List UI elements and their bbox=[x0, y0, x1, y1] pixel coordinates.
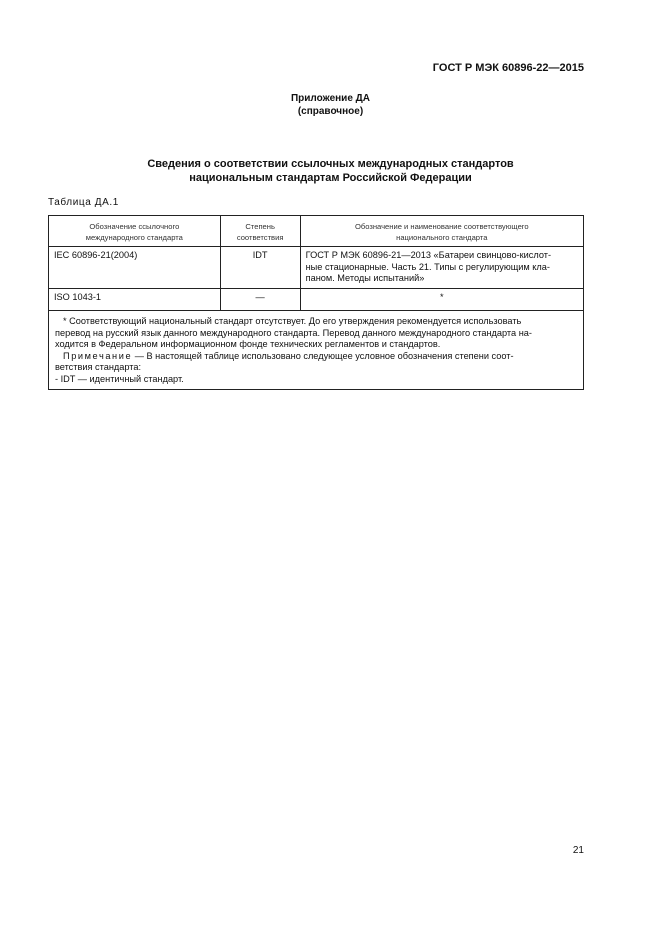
correspondence-table bbox=[48, 215, 584, 390]
section-title-line-2: национальным стандартам Российской Федерации bbox=[189, 172, 472, 184]
cell-national-line: ГОСТ Р МЭК 60896-21—2013 «Батареи свинцово-кислот- bbox=[305, 250, 552, 260]
footnote-line: ходится в Федеральном информационном фонде технических регламентов и стандартов. bbox=[55, 339, 441, 349]
cell-degree: — bbox=[220, 289, 300, 311]
column-header-degree-line-2: соответствия bbox=[236, 233, 284, 242]
note-text: — В настоящей таблице использовано следующее условное обозначения степени соот- bbox=[132, 350, 514, 361]
column-header-degree bbox=[220, 216, 300, 247]
cell-national-line: * bbox=[440, 292, 444, 302]
table-footnote bbox=[49, 311, 584, 390]
cell-national-line: паном. Методы испытаний» bbox=[305, 273, 425, 283]
page-number: 21 bbox=[572, 845, 584, 856]
cell-reference: IEC 60896-21(2004) bbox=[49, 247, 221, 289]
column-header-reference bbox=[49, 216, 221, 247]
column-header-reference-line-2: международного стандарта bbox=[85, 233, 183, 242]
note-line: ветствия стандарта: bbox=[55, 362, 142, 372]
column-header-reference-line-1: Обозначение ссылочного bbox=[89, 222, 180, 231]
cell-national-line: ные стационарные. Часть 21. Типы с регулирующим кла- bbox=[305, 261, 550, 272]
cell-national bbox=[300, 289, 583, 311]
section-title-line-1: Сведения о соответствии ссылочных международных стандартов bbox=[147, 158, 514, 170]
cell-national bbox=[300, 247, 583, 289]
column-header-national bbox=[300, 216, 583, 247]
annex-title: Приложение ДА bbox=[290, 93, 371, 104]
standard-code: ГОСТ Р МЭК 60896-22—2015 bbox=[432, 62, 584, 74]
table-row bbox=[49, 289, 584, 311]
footnote-line: * Соответствующий национальный стандарт отсутствует. До его утверждения рекомендуется использовать bbox=[63, 316, 522, 326]
note-label: Примечание bbox=[63, 350, 133, 361]
table-row bbox=[49, 247, 584, 289]
column-header-degree-line-1: Степень bbox=[245, 222, 275, 231]
footnote-line: перевод на русский язык данного международного стандарта. Перевод данного международного стандарта на- bbox=[55, 327, 532, 338]
note-line: - IDT — идентичный стандарт. bbox=[55, 373, 184, 384]
table-header-row bbox=[49, 216, 584, 247]
annex-subtitle: (справочное) bbox=[297, 106, 364, 117]
section-title bbox=[0, 157, 661, 185]
column-header-national-line-1: Обозначение и наименование соответствующего bbox=[354, 222, 529, 231]
table-footnote-row bbox=[49, 311, 584, 390]
annex-heading bbox=[0, 92, 661, 118]
column-header-national-line-2: национального стандарта bbox=[396, 233, 488, 242]
cell-degree: IDT bbox=[220, 247, 300, 289]
note-line bbox=[55, 351, 577, 363]
cell-reference: ISO 1043-1 bbox=[49, 289, 221, 311]
table-label: Таблица ДА.1 bbox=[48, 197, 119, 208]
